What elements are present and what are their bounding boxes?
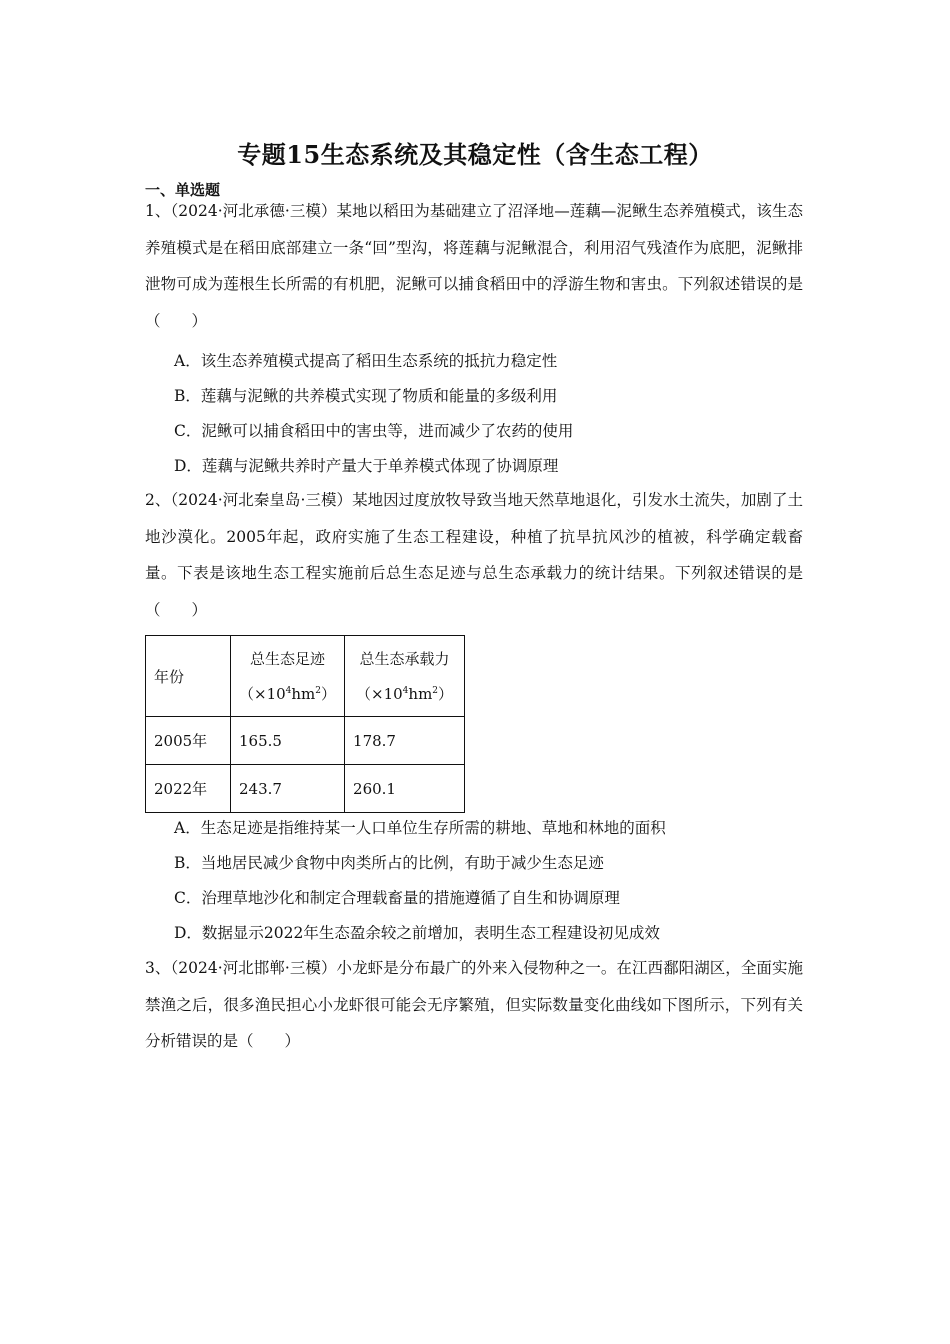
question-1-option-c: C．泥鳅可以捕食稻田中的害虫等，进而减少了农药的使用: [174, 422, 574, 440]
table-cell-capacity: 260.1: [345, 765, 465, 813]
question-1-stem: 1、（2024·河北承德·三模）某地以稻田为基础建立了沼泽地—莲藕—泥鳅生态养殖模式，该生态养殖模式是在稻田底部建立一条“回”型沟，将莲藕与泥鳅混合，利用沼气残渣作为底肥，泥鳅排泄物可成为莲根生长所需的有机肥，泥鳅可以捕食稻田中的浮游生物和害虫。下列叙述错误的是（ ）: [145, 202, 803, 330]
header-capacity-label: 总生态承载力: [359, 649, 450, 668]
question-2-option-d: D．数据显示2022年生态盈余较之前增加，表明生态工程建设初见成效: [174, 924, 660, 942]
question-1-option-d: D．莲藕与泥鳅共养时产量大于单养模式体现了协调原理: [174, 457, 559, 475]
question-2-option-b: B．当地居民减少食物中肉类所占的比例，有助于减少生态足迹: [174, 854, 604, 872]
question-3-stem: 3、（2024·河北邯郸·三模）小龙虾是分布最广的外来入侵物种之一。在江西鄱阳湖区，全面实施禁渔之后，很多渔民担心小龙虾很可能会无序繁殖，但实际数量变化曲线如下图所示，下列有关分析错误的是（ ）: [145, 959, 803, 1050]
document-title: 专题15生态系统及其稳定性（含生态工程）: [237, 140, 713, 169]
table-cell-footprint: 243.7: [231, 765, 345, 813]
header-capacity: [345, 636, 465, 717]
header-footprint-unit: $(\times 10^4hm^2)$: [239, 684, 337, 703]
table-cell-capacity: 178.7: [345, 717, 465, 765]
table-row: [146, 717, 465, 765]
table-cell-year: 2022年: [146, 765, 231, 813]
section-heading: 一、单选题: [145, 181, 221, 199]
question-1-option-b: B．莲藕与泥鳅的共养模式实现了物质和能量的多级利用: [174, 387, 558, 405]
header-capacity-unit: $(\times 10^4hm^2)$: [356, 684, 454, 703]
question-2-option-c: C．治理草地沙化和制定合理载畜量的措施遵循了自生和协调原理: [174, 889, 620, 907]
header-footprint: [231, 636, 345, 717]
question-1-option-a: A．该生态养殖模式提高了稻田生态系统的抵抗力稳定性: [174, 352, 558, 370]
table-header-row: [146, 636, 465, 717]
question-2-stem: 2、（2024·河北秦皇岛·三模）某地因过度放牧导致当地天然草地退化，引发水土流失，加剧了土地沙漠化。2005年起，政府实施了生态工程建设，种植了抗旱抗风沙的植被，科学确定载畜量。下表是该地生态工程实施前后总生态足迹与总生态承载力的统计结果。下列叙述错误的是（ ）: [145, 491, 803, 619]
header-year: 年份: [146, 636, 231, 717]
table-row: [146, 765, 465, 813]
data-table: [145, 635, 465, 813]
question-2-option-a: A．生态足迹是指维持某一人口单位生存所需的耕地、草地和林地的面积: [174, 819, 666, 837]
table-cell-footprint: 165.5: [231, 717, 345, 765]
table-cell-year: 2005年: [146, 717, 231, 765]
header-footprint-label: 总生态足迹: [250, 649, 326, 668]
